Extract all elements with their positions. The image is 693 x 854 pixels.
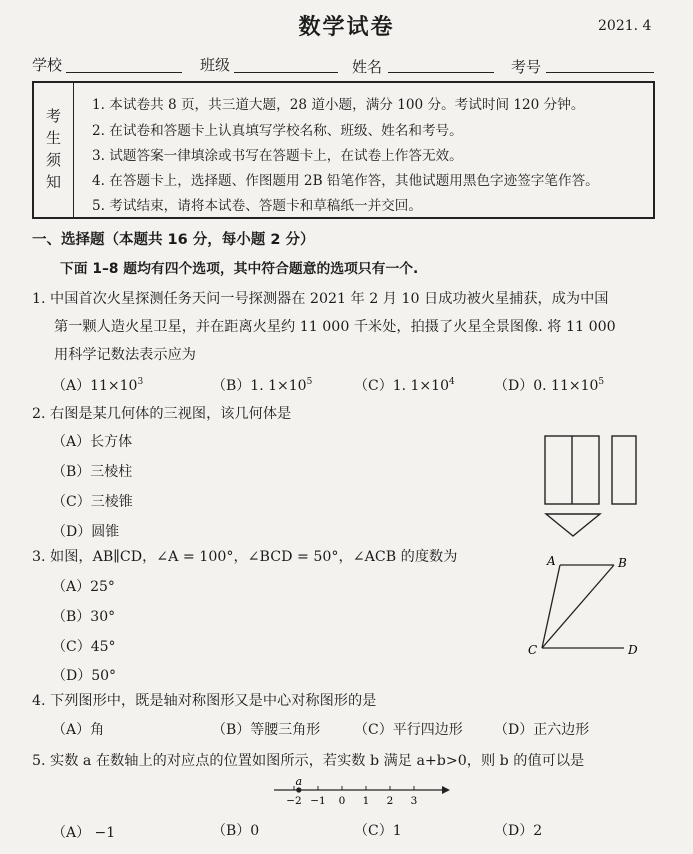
notice-item-2: 2. 在试卷和答题卡上认真填写学校名称、班级、姓名和考号。	[92, 123, 463, 139]
q1-line-3: 用科学记数法表示应为	[54, 347, 196, 363]
segment-ac	[542, 565, 560, 648]
q2-option-b[interactable]: （B）三棱柱	[52, 464, 133, 480]
three-view-figure	[540, 434, 650, 540]
notice-box	[32, 81, 655, 219]
school-blank[interactable]	[66, 72, 182, 73]
segment-bc	[542, 565, 614, 648]
number-line-tick-label: 1	[362, 795, 370, 807]
name-label: 姓名	[352, 58, 383, 76]
q4-option-a[interactable]: （A）角	[52, 722, 105, 738]
number-label: 考号	[511, 58, 542, 76]
q4-option-c[interactable]: （C）平行四边形	[354, 722, 463, 738]
class-blank[interactable]	[234, 72, 338, 73]
q5-option-d[interactable]: （D）2	[494, 823, 543, 839]
q3-option-a[interactable]: （A）25°	[52, 579, 115, 595]
notice-item-1: 1. 本试卷共 8 页，共三道大题，28 道小题，满分 100 分。考试时间 120 分钟。	[92, 97, 585, 113]
notice-heading-char: 考	[45, 107, 61, 125]
q1-line-1: 1. 中国首次火星探测任务天问一号探测器在 2021 年 2 月 10 日成功被火星捕获，成为中国	[32, 291, 609, 307]
notice-item-4: 4. 在答题卡上，选择题、作图题用 2B 铅笔作答，其他试题用黑色字迹签字笔作答。	[92, 173, 599, 189]
arrow-head-icon	[442, 786, 450, 794]
number-line-ticks	[286, 786, 417, 807]
page-title: 数学试卷	[298, 15, 395, 40]
q2-option-d[interactable]: （D）圆锥	[52, 524, 120, 540]
label-a: A	[547, 554, 556, 568]
notice-heading-char: 知	[45, 173, 61, 191]
side-view	[612, 436, 636, 504]
number-line-tick-label: −1	[310, 795, 326, 807]
q2-option-c[interactable]: （C）三棱锥	[52, 494, 133, 510]
name-blank[interactable]	[388, 72, 494, 73]
number-line-tick-label: 0	[338, 795, 346, 807]
notice-item-5: 5. 考试结束，请将本试卷、答题卡和草稿纸一并交回。	[92, 198, 422, 214]
notice-heading	[34, 83, 74, 217]
class-label: 班级	[200, 56, 231, 74]
notice-item-3: 3. 试题答案一律填涂或书写在答题卡上，在试卷上作答无效。	[92, 148, 463, 164]
q5-stem: 5. 实数 a 在数轴上的对应点的位置如图所示，若实数 b 满足 a+b>0，则 b 的值可以是	[32, 753, 585, 769]
parallel-lines-figure	[520, 553, 650, 658]
q4-option-b[interactable]: （B）等腰三角形	[212, 722, 321, 738]
q1-option-c[interactable]: （C）1. $1\times 10^4$	[354, 377, 455, 394]
q5-option-c[interactable]: （C）1	[354, 823, 402, 839]
q1-option-d[interactable]: （D）0. $11\times 10^5$	[494, 377, 605, 394]
notice-heading-char: 须	[45, 151, 61, 169]
number-line-tick-label: 2	[386, 795, 394, 807]
number-line-figure	[270, 776, 450, 810]
q2-stem: 2. 右图是某几何体的三视图，该几何体是	[32, 406, 292, 422]
number-line-tick-label: 3	[410, 795, 418, 807]
school-label: 学校	[32, 56, 63, 74]
number-line-tick-label: −2	[286, 795, 302, 807]
label-b: B	[618, 556, 627, 570]
point-a-label: a	[295, 776, 303, 788]
notice-heading-char: 生	[45, 129, 61, 147]
top-view	[546, 514, 600, 536]
q1-line-2: 第一颗人造火星卫星，并在距离火星约 11 000 千米处，拍摄了火星全景图像. 将 11 000	[54, 319, 616, 335]
q5-option-a[interactable]: （A） −1	[52, 825, 116, 841]
section-intro: 下面 1–8 题均有四个选项，其中符合题意的选项只有一个.	[60, 261, 419, 277]
q4-option-d[interactable]: （D）正六边形	[494, 722, 590, 738]
q1-option-a[interactable]: $(A)11\times 10^3$	[52, 377, 144, 394]
exam-date: 2021. 4	[598, 18, 652, 34]
q4-stem: 4. 下列图形中，既是轴对称图形又是中心对称图形的是	[32, 693, 377, 709]
point-a	[296, 787, 301, 792]
q2-option-a[interactable]: （A）长方体	[52, 434, 133, 450]
q3-stem: 3. 如图，AB∥CD，∠A = 100°，∠BCD = 50°，∠ACB 的度数为	[32, 549, 458, 565]
label-c: C	[528, 643, 538, 657]
section-title: 一、选择题（本题共 16 分，每小题 2 分）	[32, 232, 315, 248]
q1-option-b[interactable]: （B）1. $1\times 10^5$	[212, 377, 313, 394]
q3-option-b[interactable]: （B）30°	[52, 609, 116, 625]
label-d: D	[628, 643, 638, 657]
number-blank[interactable]	[546, 72, 654, 73]
q3-option-d[interactable]: （D）50°	[52, 668, 117, 684]
q5-option-b[interactable]: （B）0	[212, 823, 260, 839]
q3-option-c[interactable]: （C）45°	[52, 639, 116, 655]
